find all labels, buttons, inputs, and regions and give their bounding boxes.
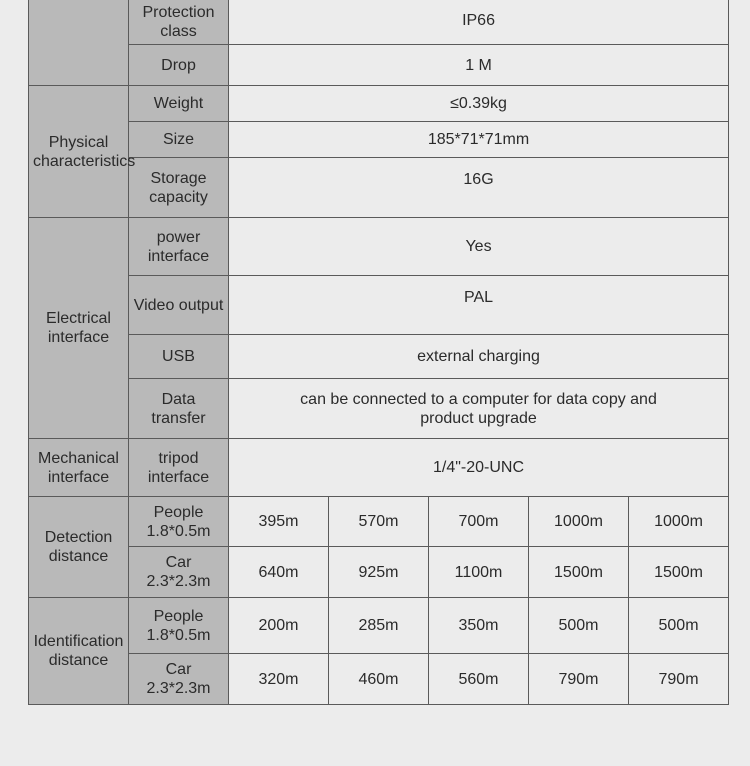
detection-people-value-2: 570m bbox=[329, 497, 429, 547]
row-label-detection-people: People 1.8*0.5m bbox=[129, 497, 229, 547]
row-value-usb: external charging bbox=[229, 335, 729, 379]
identification-car-value-4: 790m bbox=[529, 654, 629, 705]
detection-people-value-4: 1000m bbox=[529, 497, 629, 547]
row-value-tripod: 1/4"-20-UNC bbox=[229, 439, 729, 497]
detection-people-value-3: 700m bbox=[429, 497, 529, 547]
detection-car-value-4: 1500m bbox=[529, 547, 629, 598]
identification-people-value-3: 350m bbox=[429, 598, 529, 654]
row-label-usb: USB bbox=[129, 335, 229, 379]
row-label-protection-class: Protection class bbox=[129, 0, 229, 45]
table-row bbox=[29, 547, 729, 598]
category-mechanical: Mechanical interface bbox=[29, 439, 129, 497]
table-row bbox=[29, 654, 729, 705]
category-electrical: Electrical interface bbox=[29, 218, 129, 439]
row-label-data-transfer: Data transfer bbox=[129, 379, 229, 439]
row-label-video: Video output bbox=[129, 276, 229, 335]
identification-people-value-5: 500m bbox=[629, 598, 729, 654]
table-row bbox=[29, 598, 729, 654]
identification-people-value-1: 200m bbox=[229, 598, 329, 654]
category-physical: Physical characteristics bbox=[29, 86, 129, 218]
identification-people-value-4: 500m bbox=[529, 598, 629, 654]
row-label-power: power interface bbox=[129, 218, 229, 276]
row-label-identification-people: People 1.8*0.5m bbox=[129, 598, 229, 654]
detection-car-value-2: 925m bbox=[329, 547, 429, 598]
table-row bbox=[29, 276, 729, 335]
row-value-size: 185*71*71mm bbox=[229, 122, 729, 158]
category-identification: Identification distance bbox=[29, 598, 129, 705]
table-row bbox=[29, 218, 729, 276]
detection-people-value-1: 395m bbox=[229, 497, 329, 547]
row-value-drop: 1 M bbox=[229, 45, 729, 86]
row-value-data-transfer: can be connected to a computer for data copy and product upgrade bbox=[229, 379, 729, 439]
table-row bbox=[29, 86, 729, 122]
row-label-storage: Storage capacity bbox=[129, 158, 229, 218]
row-value-power: Yes bbox=[229, 218, 729, 276]
category-detection: Detection distance bbox=[29, 497, 129, 598]
detection-car-value-5: 1500m bbox=[629, 547, 729, 598]
table-row bbox=[29, 45, 729, 86]
row-label-tripod: tripod interface bbox=[129, 439, 229, 497]
category-cell-blank bbox=[29, 0, 129, 86]
table-row bbox=[29, 379, 729, 439]
table-row bbox=[29, 439, 729, 497]
row-value-storage: 16G bbox=[229, 158, 729, 218]
identification-car-value-5: 790m bbox=[629, 654, 729, 705]
detection-car-value-1: 640m bbox=[229, 547, 329, 598]
row-label-weight: Weight bbox=[129, 86, 229, 122]
table-row bbox=[29, 497, 729, 547]
row-value-protection-class: IP66 bbox=[229, 0, 729, 45]
identification-car-value-1: 320m bbox=[229, 654, 329, 705]
table-row bbox=[29, 335, 729, 379]
row-label-drop: Drop bbox=[129, 45, 229, 86]
identification-car-value-3: 560m bbox=[429, 654, 529, 705]
row-value-weight: ≤0.39kg bbox=[229, 86, 729, 122]
identification-car-value-2: 460m bbox=[329, 654, 429, 705]
detection-people-value-5: 1000m bbox=[629, 497, 729, 547]
spec-table bbox=[28, 0, 729, 705]
row-value-video: PAL bbox=[229, 276, 729, 335]
table-row bbox=[29, 0, 729, 45]
identification-people-value-2: 285m bbox=[329, 598, 429, 654]
row-label-size: Size bbox=[129, 122, 229, 158]
row-label-detection-car: Car 2.3*2.3m bbox=[129, 547, 229, 598]
detection-car-value-3: 1100m bbox=[429, 547, 529, 598]
row-label-identification-car: Car 2.3*2.3m bbox=[129, 654, 229, 705]
